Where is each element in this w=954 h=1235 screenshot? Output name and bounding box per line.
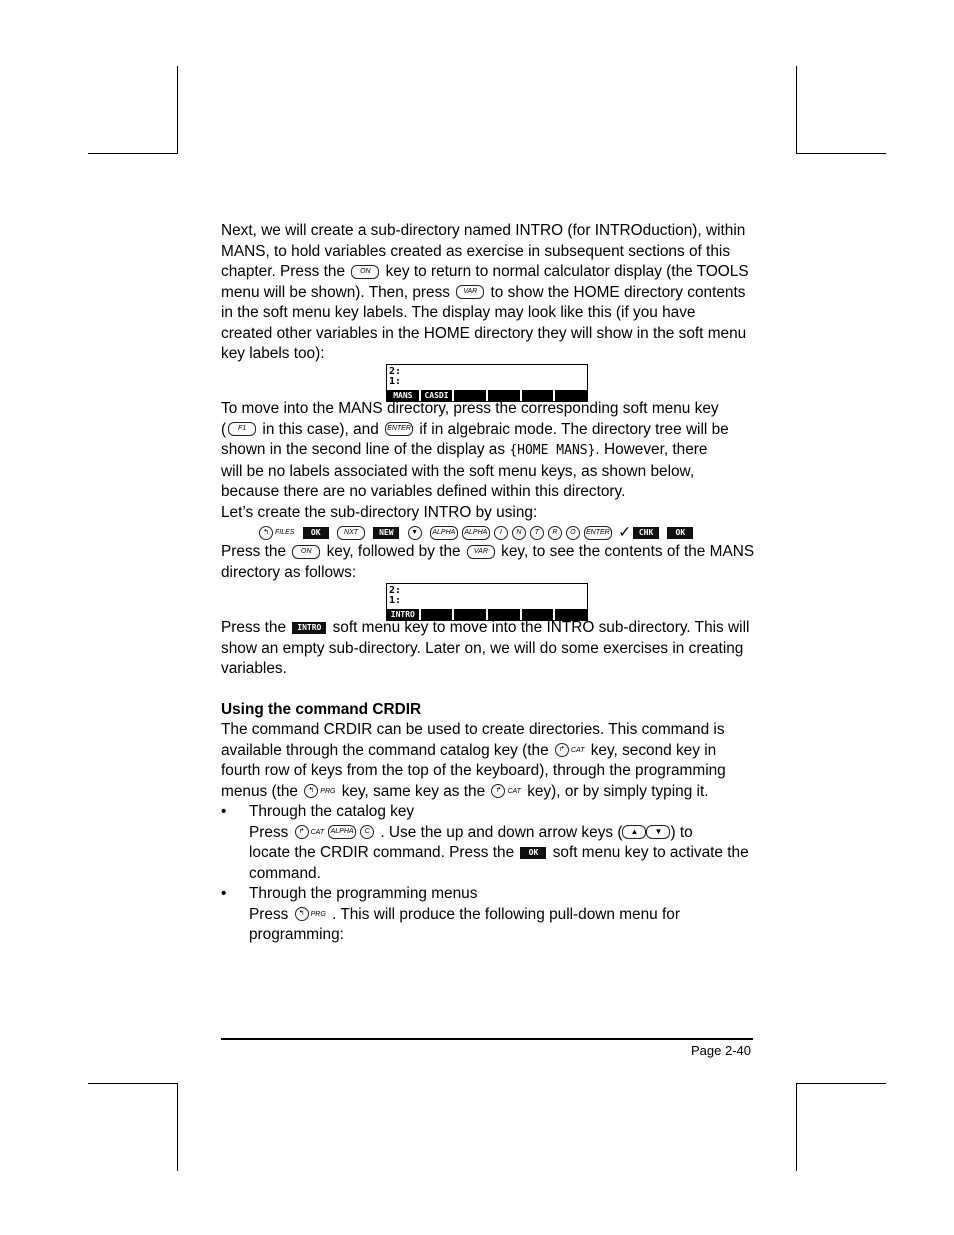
paragraph-press-on [221,542,761,583]
alpha-key-icon: ALPHA [430,526,458,540]
text-line: command. [249,864,321,882]
crop-mark [177,66,178,154]
soft-menu-label-mans: MANS [387,390,421,401]
method-list [221,802,761,946]
cat-label: CAT [570,746,585,754]
var-key-icon: VAR [467,545,495,559]
directory-path-code: {HOME MANS} [509,443,596,458]
left-shift-key-icon: ↰ [295,907,309,921]
text-line: because there are no variables defined within this directory. [221,483,626,500]
stack-level-2: 2: [389,585,402,596]
var-key-icon: VAR [456,285,484,299]
nxt-key-icon: NXT [337,526,365,540]
text-line: will be no labels associated with the soft menu keys, as shown below, [221,462,695,480]
list-item-title: • Through the catalog key [249,803,415,820]
text-line: chapter. Press the ON key to return to normal calculator display (the TOOLS [221,263,749,280]
section-heading: Using the command CRDIR [221,701,422,718]
paragraph-mans [221,399,761,544]
crop-mark [88,153,178,154]
crop-mark [796,153,886,154]
ok-softkey-icon: OK [520,847,546,859]
down-arrow-key-icon: ▼ [646,825,670,839]
down-arrow-key-icon: ▼ [408,526,422,540]
text-line: menus (the ↰ $^{PRG}$ key, same key as the ↱ $^{CAT}$ key), or by simply typing it. [221,782,709,800]
text-line: MANS, to hold variables created as exercise in subsequent sections of this [221,242,731,260]
cat-label: CAT [310,828,325,836]
text-line: created other variables in the HOME directory they will show in the soft menu [221,324,747,342]
list-item [221,884,761,946]
prg-label: PRG [310,910,326,918]
text-line: To move into the MANS directory, press the corresponding soft menu key [221,400,719,417]
alpha-key-icon: ALPHA [328,825,356,839]
alpha-key-icon: ALPHA [462,526,490,540]
text-line: Next, we will create a sub-directory named INTRO (for INTROduction), within [221,222,746,239]
crop-mark [796,1083,797,1171]
o-key-icon: O [566,526,580,540]
f1-key-icon: F1 [228,422,256,436]
text-line: programming: [249,926,344,943]
stack-level-1: 1: [389,595,402,606]
left-shift-key-icon: ↰ [259,526,273,540]
c-key-icon: C [360,825,374,839]
r-key-icon: R [548,526,562,540]
footer-rule [221,1038,753,1040]
text-line: variables. [221,660,287,677]
text-line: show an empty sub-directory. Later on, we will do some exercises in creating [221,639,744,657]
on-key-icon: ON [292,545,320,559]
text-line: Press the ON key, followed by the VAR key, to see the contents of the MANS [221,543,755,560]
text-line: menu will be shown). Then, press VAR to show the HOME directory contents [221,283,746,301]
text-line: in the soft menu key labels. The display may look like this (if you have [221,304,696,321]
text-line: ( F1 in this case), and ENTER if in algebraic mode. The directory tree will be [221,420,729,438]
stack-level-1: 1: [389,376,402,387]
left-shift-key-icon: ↰ [304,784,318,798]
i-key-icon: I [494,526,508,540]
text-line: Press the INTRO soft menu key to move into the INTRO sub-directory. This will [221,619,750,636]
text-line: Let’s create the sub-directory INTRO by using: [221,503,538,521]
calculator-screen-home [386,364,588,402]
soft-menu-label-casdir: CASDI [421,390,455,401]
stack-level-2: 2: [389,366,402,377]
crop-mark [88,1083,178,1084]
ok-softkey-icon: OK [303,527,329,539]
text-line: shown in the second line of the display as {HOME MANS}. However, there [221,441,708,458]
text-line: locate the CRDIR command. Press the OK soft menu key to activate the [249,844,749,861]
keystroke-sequence [221,523,761,544]
files-label: FILES [275,529,295,536]
right-shift-key-icon: ↱ [555,743,569,757]
text-line: directory as follows: [221,563,357,581]
intro-softkey-icon: INTRO [292,622,326,634]
paragraph-crdir [221,720,761,946]
soft-menu-label-intro: INTRO [387,609,421,620]
text-line: Press ↱ $^{CAT}$ ALPHA C . Use the up and down arrow keys ( ▲ ▼ ) to [249,823,693,841]
on-key-icon: ON [351,265,379,279]
new-softkey-icon: NEW [373,527,399,539]
right-shift-key-icon: ↱ [491,784,505,798]
cat-label: CAT [507,787,521,795]
text-line: available through the command catalog key (the ↱ $^{CAT}$ key, second key in [221,741,717,759]
up-arrow-key-icon: ▲ [622,825,646,839]
text-line: Press ↰ $^{PRG}$ . This will produce the following pull-down menu for [249,905,680,923]
page-number: Page 2-40 [691,1043,751,1058]
ok-softkey-icon: OK [667,527,693,539]
t-key-icon: T [530,526,544,540]
calculator-screen-mans [386,583,588,621]
text-line: The command CRDIR can be used to create directories. This command is [221,721,725,738]
paragraph-intro-softkey [221,618,761,680]
enter-key-icon: ENTER [584,526,612,540]
list-item-title: • Through the programming menus [249,885,478,902]
enter-key-icon: ENTER [385,422,413,436]
prg-label: PRG [320,787,336,795]
paragraph-intro [221,221,761,365]
n-key-icon: N [512,526,526,540]
text-line: key labels too): [221,345,325,362]
crop-mark [177,1083,178,1171]
crop-mark [796,1083,886,1084]
crop-mark [796,66,797,154]
list-item [221,802,761,884]
checkmark-icon: ✓ [618,524,632,541]
text-line: fourth row of keys from the top of the keyboard), through the programming [221,762,726,779]
right-shift-key-icon: ↱ [295,825,309,839]
chk-softkey-icon: CHK [633,527,659,539]
